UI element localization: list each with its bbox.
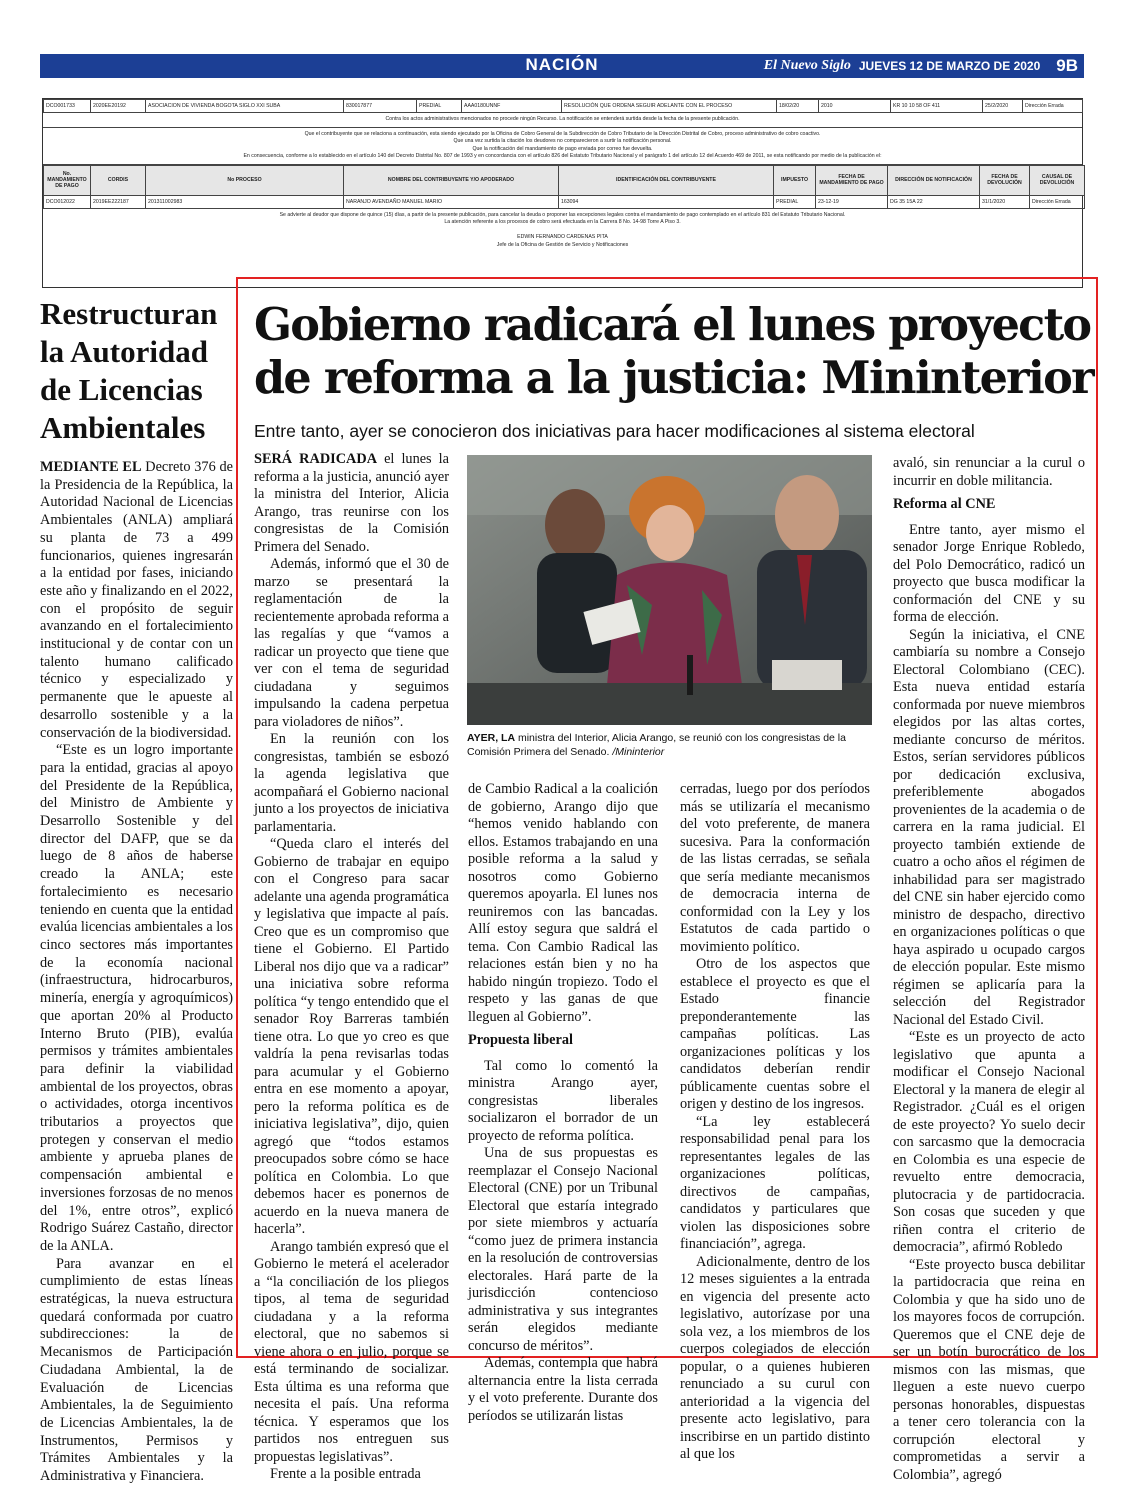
paragraph: “Este es un proyecto de acto legislativo que apunta a modificar el Consejo Nacional Electoral y la manera de elegir al Registrador. ¿Cuál es el origen de este proyecto? Yo suelo decir con sarcasmo que la democracia en Colombia es una especie de revuelto entre democracia, plutocracia y de partidocracia. Son cosas que suceden y que riñen contra el criterio de democracia”, afirmó Robledo [893, 1029, 1085, 1255]
main-article [236, 277, 1098, 1483]
paragraph: “La ley establecerá responsabilidad penal para los representantes legales de las organizaciones políticas, directivos de campañas, candidatos y particulares que violen las disposiciones sobre financiación”, agrega. [680, 1113, 870, 1252]
section-name: NACIÓN [525, 55, 599, 74]
lead-in: SERÁ RADICADA [254, 451, 378, 467]
notice-cell: 201311002983 [146, 195, 344, 208]
notice-header-row [44, 165, 1085, 195]
paragraph: Otro de los aspectos que establece el proyecto es que el Estado financie preponderantemente las campañas políticas. Las organizaciones políticas y los candidatos deberían rendir públicamente cuentas sobre el origen y destino de los ingresos. [680, 956, 870, 1112]
side-article [40, 295, 233, 1486]
paragraph-text: Decreto 376 de la Presidencia de la República, la Autoridad Nacional de Licencias Ambientales (ANLA) ampliará su planta de 73 a 499 funcionarios, quienes ingresarán a la entidad por fases, iniciando este año y finalizando en el 2022, con el propósito de seguir avanzando en el fortalecimiento institucional y de contar con un talento humano calificado técnico y especializado y permanente que le apueste al desarrollo sostenible y a la conservación de la biodiversidad. [40, 459, 233, 741]
photo-illustration [467, 455, 872, 725]
notice-column-header: IDENTIFICACIÓN DEL CONTRIBUYENTE [559, 165, 774, 195]
notice-cell: 25/2/2020 [983, 100, 1023, 113]
notice-line: Que una vez surtida la citación los deudores no comparecieron a surtir la notificación personal. [453, 138, 672, 145]
notice-line: La atención referente a los procesos de cobro será efectuada en la Carrera 8 No. 14-98 Torre A Piso 3. [444, 219, 681, 226]
side-article-body [40, 459, 233, 1486]
notice-cell: PREDIAL [417, 100, 462, 113]
paragraph: Una de sus propuestas es reemplazar el Consejo Nacional Electoral (CNE) por un Tribunal Electoral que estaría integrado por siete miembros y actuaría “como juez de primera instancia en la resolución de controversias electorales. Hará parte de la jurisdicción contencioso administrativa y sus integrantes serán elegidos mediante concurso de méritos”. [468, 1145, 658, 1354]
notice-cell: NARANJO AVENDAÑO MANUEL MARIO [344, 195, 559, 208]
notice-cell: 2010 [819, 100, 891, 113]
signer-role: Jefe de la Oficina de Gestión de Servicio y Notificaciones [496, 241, 629, 248]
notice-message-block [43, 128, 1082, 165]
notice-column-header: IMPUESTO [774, 165, 816, 195]
paragraph: “Este es un logro importante para la entidad, gracias al apoyo del Presidente de la República, del Ministro de Ambiente y Desarrollo Sostenible y del director del DAFP, que se da luego de 8 años de haberse creado la ANLA; este fortalecimiento es necesario teniendo en cuenta que la entidad evalúa licencias ambientales a los cinco sectores más importantes de la economía nacional (infraestructura, hidrocarburos, minería, energía y agroquímicos) que aportan 20% al Producto Interno Bruto (PIB), evalúa permisos y trámites ambientales para definir la viabilidad ambiental de los proyectos, obras o actividades, otorga incentivos tributarios a proyectos que protegen y conservan el medio ambiente y aprueba planes de compensación ambiental e inversiones forzosas de no menos del 1%, entre otros”, explicó Rodrigo Suárez Castaño, director de la ANLA. [40, 742, 233, 1254]
paragraph: cerradas, luego por dos períodos más se utilizaría el mecanismo del voto preferente, de manera sucesiva. Para la conformación de las listas cerradas, se señala que sería mediante mecanismos de democracia interna de conformidad con la Ley y los Estatutos de cada partido o movimiento político. [680, 781, 870, 955]
notice-row [44, 195, 1085, 208]
notice-line: Que la notificación del mandamiento de pago enviada por correo fue devuelta. [472, 145, 653, 152]
paragraph: Según la iniciativa, el CNE cambiaría su nombre a Consejo Electoral Colombiano (CEC). Esta nueva entidad estaría conformada por nueve miembros elegidos por las altas cortes, mediante concurso de méritos. Estos, serían servidores públicos por dedicación exclusiva, preferiblemente abogados provenientes de la academia o de carrera en la rama judicial. El proyecto también extiende de cuatro a ocho años el régimen de inhabilidad para ser magistrado del CNE sin haber ejercido como ministro de despacho, directivo en organizaciones políticas o que haya aspirado u ocupado cargos de elección popular. Este mismo régimen se aplicaría para la selección del Registrador Nacional del Estado Civil. [893, 626, 1085, 1028]
article-column-1 [254, 451, 449, 1484]
notice-cell: 18/02/20 [777, 100, 819, 113]
page-number: 9B [1056, 56, 1078, 75]
notice-cell: PREDIAL [774, 195, 816, 208]
notice-cell: DCO001733 [44, 100, 91, 113]
notice-column-header: FECHA DE DEVOLUCIÓN [980, 165, 1030, 195]
caption-text: ministra del Interior, Alicia Arango, se reunió con los congresistas de la Comisión Primera del Senado. [467, 732, 846, 758]
notice-cell: DG 35 15A 22 [888, 195, 980, 208]
article-column-4 [893, 455, 1085, 1484]
paragraph [40, 459, 233, 742]
issue-date: JUEVES 12 DE MARZO DE 2020 [858, 59, 1041, 73]
signer-name: EDWIN FERNANDO CARDENAS PITA [517, 233, 608, 240]
notice-cell: 830017877 [344, 100, 417, 113]
subtitle: Entre tanto, ayer se conocieron dos iniciativas para hacer modificaciones al sistema electoral [254, 421, 975, 441]
notice-line: En consecuencia, conforme a lo establecido en el artículo 140 del Decreto Distrital No. 807 de 1993 y en concordancia con el artículo 826 del Estatuto Tributario Nacional y el parágrafo 1 del artículo 12 del Acuerdo 469 de 2011, se esta notificando por medio de la publicación el: [243, 153, 882, 160]
legal-notice [42, 98, 1083, 288]
header-meta [764, 56, 1078, 76]
article-column-2 [468, 781, 658, 1425]
notice-column-header: CAUSAL DE DEVOLUCIÓN [1030, 165, 1085, 195]
paragraph: Tal como lo comentó la ministra Arango ayer, congresistas liberales socializaron el borrador de un proyecto de reforma política. [468, 1057, 658, 1144]
paragraph [254, 451, 449, 556]
notice-cell: 2020EE20192 [91, 100, 146, 113]
notice-table-top [43, 99, 1083, 113]
notice-cell: AAA0180UNNF [462, 100, 562, 113]
photo-caption [467, 731, 877, 759]
notice-cell: 2019EE222187 [91, 195, 146, 208]
notice-cell: RESOLUCIÓN QUE ORDENA SEGUIR ADELANTE CON EL PROCESO [562, 100, 777, 113]
notice-cell: ASOCIACION DE VIVIENDA BOGOTA SIGLO XXI SUBA [146, 100, 344, 113]
notice-line: Se advierte al deudor que dispone de quince (15) días, a partir de la presente publicación, para cancelar la deuda o proponer las excepciones legales contra el mandamiento de pago contemplado en el artículo 831 del Estatuto Tributario Nacional. [279, 211, 846, 218]
paragraph: Además, contempla que habrá alternancia entre la lista cerrada y el voto preferente. Durante dos períodos se utilizarán listas [468, 1355, 658, 1424]
notice-column-header: DIRECCIÓN DE NOTIFICACIÓN [888, 165, 980, 195]
paragraph: Además, informó que el 30 de marzo se presentará la reglamentación de la recientemente aprobada reforma a las regalías y que “vamos a radicar un proyecto que tiene que ver con el tema de seguridad ciudadana y seguimos impulsando la cadena perpetua para violadores de niños”. [254, 556, 449, 730]
notice-line: Que el contribuyente que se relaciona a continuación, esta siendo ejecutado por la Oficina de Cobro General de la Subdirección de Cobro Tributario de la Dirección Distrital de Cobro, proceso administrativo de cobro coactivo. [304, 130, 821, 137]
article-column-3 [680, 781, 870, 1464]
notice-cell: KR 10 10 58 OF 411 [891, 100, 983, 113]
notice-cell: Dirección Errada [1030, 195, 1085, 208]
photo-credit: /Mininterior [612, 746, 665, 758]
lead-in: MEDIANTE EL [40, 459, 142, 475]
notice-column-header: NOMBRE DEL CONTRIBUYENTE Y/O APODERADO [344, 165, 559, 195]
notice-row [44, 100, 1083, 113]
caption-lead: AYER, LA [467, 732, 516, 744]
notice-column-header: CORDIS [91, 165, 146, 195]
notice-column-header: FECHA DE MANDAMIENTO DE PAGO [816, 165, 888, 195]
paragraph: “Queda claro el interés del Gobierno de trabajar en equipo con el Congreso para sacar adelante una agenda programática y legislativa que impacte al país. Creo que es un compromiso que tiene el Gobierno. El Partido Liberal nos dijo que va a radicar” una iniciativa sobre reforma política “y tengo entendido que el senador Roy Barreras también tiene otra. Lo que yo creo es que valdría la pena revisarlas todas para acumular y el Gobierno entra en ese momento a apoyar, pero la reforma política es de iniciativa legislativa”, dijo, quien agregó que “todos estamos preocupados sobre cómo se hace política en Colombia. Lo que debemos hacer es ponernos de acuerdo en la nueva manera de hacerla”. [254, 836, 449, 1237]
notice-warning [43, 209, 1082, 230]
paragraph: En la reunión con los congresistas, también se esbozó la agenda legislativa que acompañará el Gobierno nacional junto a los proyectos de iniciativa parlamentaria. [254, 731, 449, 835]
notice-cell: 23-12-19 [816, 195, 888, 208]
subhead-reforma-cne: Reforma al CNE [893, 496, 996, 512]
notice-cell: 31/1/2020 [980, 195, 1030, 208]
notice-signature [43, 230, 1082, 250]
page-header [40, 54, 1084, 78]
paragraph: Frente a la posible entrada [270, 1466, 421, 1482]
notice-cell: 163094 [559, 195, 774, 208]
side-article-title: Restructuran la Autoridad de Licencias Ambientales [40, 296, 218, 445]
notice-cell: DCO012022 [44, 195, 91, 208]
notice-table [43, 165, 1085, 209]
paragraph: Arango también expresó que el Gobierno le meterá el acelerador a “la conciliación de los pliegos tipos, al tema de seguridad ciudadana y a la reforma electoral, que no sabemos si viene ahora o en julio, porque se está terminando de socializar. Esta última es una reforma que necesita el país. Una reforma técnica. Y esperamos que los partidos nos entreguen sus propuestas legislativas”. [254, 1238, 449, 1465]
article-photo [467, 455, 872, 725]
notice-message: Contra los actos administrativos mencionados no procede ningún Recurso. La notificación se entenderá surtida desde la fecha de la presente publicación. [43, 113, 1082, 128]
paragraph: Adicionalmente, dentro de los 12 meses siguientes a la entrada en vigencia del presente acto legislativo, autorízase por una sola vez, a los miembros de los cuerpos colegiados de elección popular, o a quienes hubieren renunciado a su curul con anterioridad a la vigencia del presente acto legislativo, para inscribirse en un partido distinto al que los [680, 1253, 870, 1462]
notice-cell: Dirección Errada [1023, 100, 1083, 113]
newspaper-name: El Nuevo Siglo [763, 58, 851, 73]
paragraph: “Este proyecto busca debilitar la partidocracia que reina en Colombia y que ha sido uno de los mayores focos de corrupción. Queremos que el CNE deje de ser un botín burocrático de los mismos con las mismas, que lleguen a este nuevo cuerpo personas honorables, dispuestas a tener cero tolerancia con la corrupción electoral y comprometidas a servir a Colombia”, agregó [893, 1256, 1085, 1483]
notice-column-header: No. MANDAMIENTO DE PAGO [44, 165, 91, 195]
paragraph: de Cambio Radical a la coalición de gobierno, Arango dijo que “hemos venido hablando con ellos. Estamos trabajando en una posible reforma a la salud y nosotros como Gobierno queremos apoyarla. El lunes nos reuniremos con las bancadas. Allí estoy segura que saldrá el tema. Con Cambio Radical las relaciones están bien y no ha habido ningún tropiezo. Todo el respeto y las ganas de que lleguen al Gobierno”. [468, 781, 658, 1025]
paragraph: avaló, sin renunciar a la curul o incurrir en doble militancia. [893, 455, 1085, 489]
subhead-propuesta-liberal: Propuesta liberal [468, 1032, 573, 1048]
paragraph: Entre tanto, ayer mismo el senador Jorge Enrique Robledo, del Polo Democrático, radicó un proyecto que busca modificar la conformación del CNE y su forma de elección. [893, 521, 1085, 625]
notice-column-header: No PROCESO [146, 165, 344, 195]
headline: Gobierno radicará el lunes proyecto de reforma a la justicia: Mininterior [254, 299, 1093, 404]
paragraph: Para avanzar en el cumplimiento de estas líneas estratégicas, la nueva estructura quedará conformada por cuatro subdirecciones: la de Mecanismos de Participación Ciudadana Ambiental, la de Evaluación de Licencias Ambientales, la de Seguimiento de Licencias Ambientales, la de Instrumentos, Permisos y Trámites Ambientales y la Administrativa y Financiera. [40, 1255, 233, 1485]
paragraph-text: el lunes la reforma a la justicia, anunció ayer la ministra del Interior, Alicia Arango, tras reunirse con los congresistas de la Comisión Primera del Senado. [254, 451, 449, 555]
